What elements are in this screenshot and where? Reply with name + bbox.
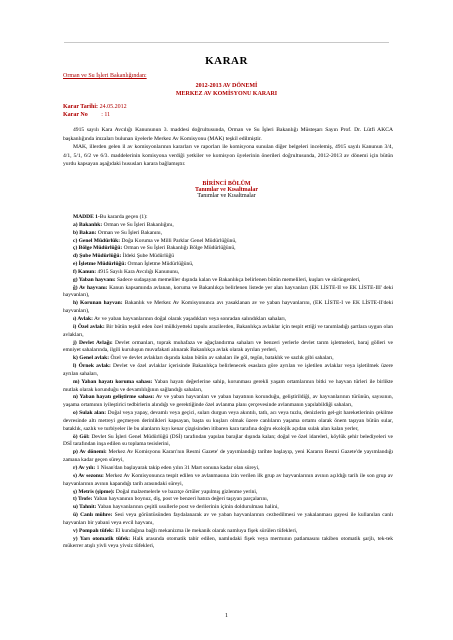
definition-text: İldeki Şube Müdürlüğü — [121, 253, 175, 260]
definition-term: i) Özel avlak: — [73, 323, 105, 330]
decision-heading-line1: 2012-2013 AV DÖNEMİ — [195, 83, 258, 89]
definition-item — [63, 277, 393, 285]
definition-text: Kanun kapsamında avlanan, koruma ve Bakanlıkça belirlenen listede yer alan hayvanları (EK LİSTE-II ve EK LİSTE-III' deki hayvanları), — [63, 284, 393, 299]
definition-term: g) Yaban hayvanı: — [73, 276, 116, 283]
definition-text: Devlet ve özel avlaklar içerisinde Bakanlıkça belirlenecek esaslara göre ayrılan ve işletilen avlaklar veya işletilmek üzere ayrılan sahaları, — [63, 363, 393, 377]
definition-item — [63, 410, 393, 434]
definition-text: Özel ve devlet avlakları dışında kalan bütün av sahaları ile göl, tegün, bataklık ve sazlık gibi sahaları, — [109, 355, 334, 362]
intro-paragraph-2: MAK, illerden gelen il av komisyonlarının kararları ve raporları ile komisyona sunulan diğer belgeleri incelemiş, 4915 sayılı Kanunun 3/4, 4/1, 5/1, 6/2 ve 6/3. maddelerinin komisyona verdiği yetkiler ve komisyon üyelerinin önerileri doğrultusunda, 2012-2013 av dönemi için bütün yurdu kapsayan aşağıdaki hususları karara bağlamıştır. — [63, 144, 393, 168]
decision-heading-line2: MERKEZ AV KOMİSYONU KARARI — [175, 91, 278, 97]
section-subtitle-plain: Tanımlar ve Kısaltmalar — [197, 193, 256, 199]
definition-item — [63, 379, 393, 395]
document-title: KARAR — [205, 55, 248, 67]
definition-term: a) Bakanlık: — [73, 221, 103, 228]
definition-text: Doğal veya yapay, devamlı veya geçici, suları durgun veya akıntılı, tatlı, acı veya tuzlu, denizlerin gel-git hareketlerinin çekilme devresinde altı metreyi geçmeyen derinlikleri kapsayan, başta su kuşları olmak üzere canlıların yaşama ortamı olarak önem taşıyan bütün sular, bataklık, sazlık ve turbiyeler ile bu alanların kıyı kenar çizgisinden itibaren kara tarafına doğru ekolojik açıdan sulak alan kalan yerler, — [63, 410, 393, 432]
definition-item — [63, 363, 393, 379]
definition-item — [63, 536, 393, 552]
definition-text: 4915 Sayılı Kara Avcılığı Kanununu, — [96, 268, 180, 275]
ministry-heading: Orman ve Su İşleri Bakanlığından: — [63, 73, 147, 79]
definition-item — [63, 324, 393, 340]
definition-text: Devlet ormanları, toprak muhafaza ve ağaçlandırma sahaları ve benzeri yerlerle devlet tarım işletmeleri, baraj gölleri ve emniyet sahalarında, ilgili kuruluşun muvafakati alınarak Bakanlıkça avlak olarak ayrılan yerleri, — [63, 339, 393, 354]
definition-term: ş) Metris (şipme): — [73, 488, 115, 495]
section-heading — [0, 181, 453, 199]
definition-term: v) Pompalı tüfek: — [73, 527, 114, 534]
definition-item — [63, 473, 393, 489]
decision-date — [63, 104, 127, 110]
intro-paragraph-1: 4915 sayılı Kara Avcılığı Kanununun 3. maddesi doğrultusunda, Orman ve Su İşleri Bakanlığı Müsteşarı Sayın Prof. Dr. Lütfi AKCA başkanlığında imzaları bulunan üyelerle Merkez Av Komisyonu (MAK) teşkil edilmiştir. — [63, 127, 393, 142]
definitions-list — [63, 214, 393, 551]
definition-term: p) Av dönemi: — [73, 449, 107, 456]
decision-number-label: Karar No — [63, 112, 88, 118]
definition-term: ö) Göl: — [73, 433, 90, 440]
definition-item — [63, 528, 393, 536]
definition-term: h) Korunan hayvan: — [73, 300, 123, 307]
definition-term: b) Bakan: — [73, 229, 97, 236]
definition-text: Bakanlık ve Merkez Av Komisyonunca avı yasaklanan av ve yaban hayvanlarını, (EK LİSTE-I ve EK LİSTE-II'deki hayvanları), — [63, 300, 393, 315]
definition-text: Doğa Koruma ve Milli Parklar Genel Müdürlüğünü, — [120, 237, 237, 244]
decision-number — [63, 112, 110, 118]
definition-term: ı) Avlak: — [73, 315, 93, 322]
definition-item — [63, 253, 393, 261]
definition-text: El kundağına bağlı mekanizma ile mekanik olarak namluya fişek sürülen tüfekleri, — [113, 527, 298, 534]
definition-item — [63, 300, 393, 316]
definition-item — [63, 434, 393, 450]
definition-item — [63, 355, 393, 363]
definition-item — [63, 449, 393, 465]
definition-term: l) Örnek avlak: — [73, 363, 111, 370]
definition-text: 1 Nisan'dan başlayarak takip eden yılın 31 Mart sonuna kadar olan süreyi, — [95, 465, 260, 471]
top-rule — [64, 42, 389, 43]
definition-term: ç) Bölge Müdürlüğü: — [73, 245, 123, 252]
definition-text: Orman ve Su İşleri Bakanlığı Bölge Müdürlüğünü, — [122, 245, 236, 252]
definition-term: m) Yaban hayatı koruma sahası: — [73, 378, 153, 385]
definition-item — [63, 230, 393, 238]
definition-term: f) Kanun: — [73, 268, 97, 275]
definition-text: Av ve yaban hayvanları ve yaban hayatının korunduğu, geliştirildiği, av hayvanlarının türünün, sayısının, yaşama ortamının iyileştirici tedbirlerin alındığı ve gerektiğinde özel avlanma planı çerçevesinde avlanmanın yapılabildiği sahaları, — [63, 394, 393, 409]
definition-text: Merkez Av Komisyonunca tespit edilen ve avlanmasına izin verilen ilk grup av hayvanlarının avının açıldığı tarih ile son grup av hayvanlarının avının kapandığı tarih arasındaki süreyi, — [63, 472, 393, 487]
definition-item — [63, 394, 393, 410]
section-title: BİRİNCİ BÖLÜM — [202, 181, 251, 187]
article-label: MADDE 1- — [73, 214, 100, 220]
definition-term: j) Devlet Avlağı: — [73, 339, 113, 346]
definition-item — [63, 222, 393, 230]
definition-text: Sesi veya görüntüsünden faydalanarak av ve yaban hayvanlarının cezbedilmesi ve yakalanması gayesi ile kullanılan canlı hayvanları bir yabani veya evcil hayvanı, — [63, 512, 393, 526]
definition-term: n) Yaban hayatı geliştirme sahası: — [73, 394, 155, 401]
definition-term: s) Av sezonu: — [73, 472, 104, 479]
definition-term: e) İşletme Müdürlüğü: — [73, 261, 127, 268]
definition-text: Orman ve Su İşleri Bakanını, — [96, 229, 163, 236]
definition-item — [63, 504, 393, 512]
article-text: Bu kararda geçen (1): — [99, 214, 148, 220]
definition-item — [63, 269, 393, 277]
definition-text: Merkez Av Komisyonu Kararı'nın Resmi Gazete' de yayımlandığı tarihte başlayıp, yeni Kararın Resmi Gazete'de yayımlandığı zamana kadar geçen süreyi, — [63, 449, 394, 464]
definition-item — [63, 512, 393, 528]
definition-item — [63, 340, 393, 356]
definition-text: Yaban hayatı değerlerine sahip, korunması gerekli yaşam ortamlarının bitki ve hayvan türleri ile birlikte mutlak olarak korunduğu ve devamlılığının sağlandığı sahaları, — [63, 378, 393, 393]
definition-text: Halk arasında otomatik tabir edilen, namludaki fişek veya mermının patlamasını takiben otomatik şarjlı, tek-tek mükerrer atışlı yivli veya yivsiz tüfekleri, — [63, 535, 393, 550]
definition-text: Av ve yaban hayvanlarının doğal olarak yaşadıkları veya sonradan salındıkları sahaları, — [92, 315, 287, 322]
definition-text: Orman İşletme Müdürlüğünü, — [126, 261, 194, 268]
definition-text: Doğal malzemelerle ve bazıtçe örtüler yapılmış gizlenme yerini, — [114, 488, 258, 495]
definition-term: t) Trofe: — [73, 496, 93, 503]
definition-term: ğ) Av hayvanı: — [73, 284, 108, 291]
decision-date-label: Karar Tarihi: — [63, 104, 99, 110]
definition-term: ü) Canlı mühre: — [73, 512, 113, 519]
definition-text: Bir bütün teşkil eden özel mülkiyetteki tapulu arazilerden, Bakanlıkça avlaklar için tespit ettiği ve tanımladığı şartlara uygun olan avlakları, — [63, 323, 393, 338]
definition-item — [63, 316, 393, 324]
page-number: 1 — [225, 613, 228, 619]
definition-text: Yaban hayvanının boynuz, diş, post ve benzeri hatıra değeri taşıyan parçalarını, — [92, 496, 269, 503]
definition-text: Yaban hayvanlarının çeşitli usullerle post ve derilerinin içinin doldurulması halini, — [96, 504, 279, 511]
definition-term: c) Genel Müdürlük: — [73, 237, 121, 244]
definition-term: u) Tahnit: — [73, 504, 97, 511]
definition-term: y) Yarı otomatik tüfek: — [73, 535, 131, 542]
definition-term: o) Sulak alan: — [73, 410, 107, 417]
definition-item — [63, 465, 393, 473]
definition-term: r) Av yılı: — [73, 465, 96, 471]
section-subtitle: Tanımlar ve Kısaltmalar — [195, 187, 258, 193]
article-heading — [63, 214, 393, 222]
definition-text: Orman ve Su İşleri Bakanlığını, — [102, 221, 174, 228]
definition-item — [63, 261, 393, 269]
definition-item — [63, 285, 393, 301]
decision-date-value: 24.05.2012 — [99, 104, 127, 110]
definition-term: k) Genel avlak: — [73, 355, 110, 362]
definition-text: Devlet Su İşleri Genel Müdürlüğü (DSİ) tarafından yapılan barajlar dışında kalan; doğal ve özel idareleri, köylük şehir belediyeleri ve DSİ tarafından inşa edilen su toplama tesislerini, — [63, 433, 393, 448]
decision-number-value: : 11 — [101, 112, 111, 118]
definition-term: d) Şube Müdürlüğü: — [73, 253, 122, 260]
definition-text: Sadece sudaşayan memeliler dışında kalan ve Bakanlıkça belirlenen bütün memelileri, kuşları ve sürüngenleri, — [115, 276, 361, 283]
